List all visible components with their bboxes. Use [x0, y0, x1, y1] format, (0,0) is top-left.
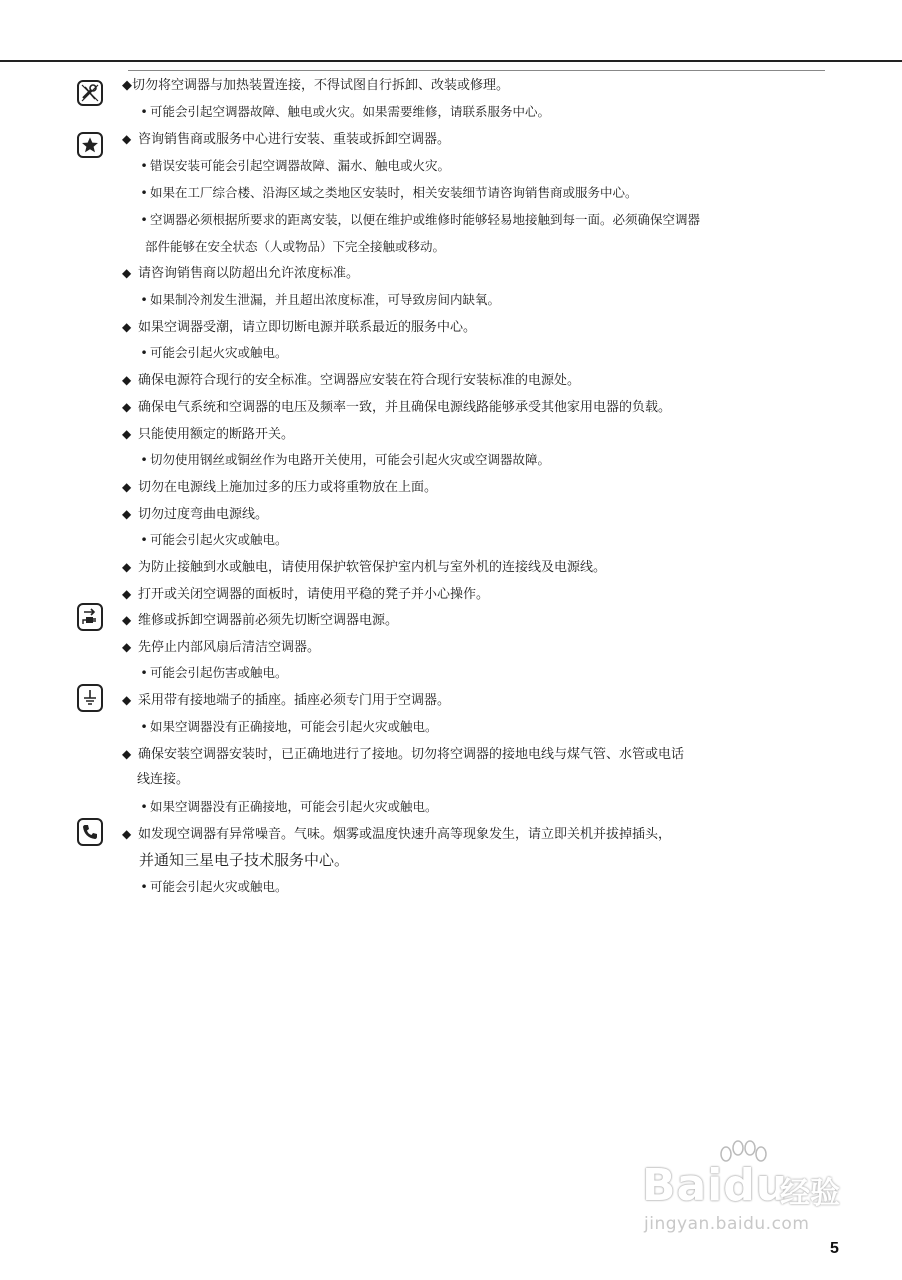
warning-line: ◆ 请咨询销售商以防超出允许浓度标准。 — [122, 266, 360, 281]
warning-detail: • 错误安装可能会引起空调器故障、漏水、触电或火灾。 — [140, 158, 451, 173]
star-icon — [77, 132, 103, 158]
warning-line: ◆ 确保电源符合现行的安全标准。空调器应安装在符合现行安装标准的电源处。 — [122, 373, 581, 388]
warning-line: ◆ 咨询销售商或服务中心进行安装、重装或拆卸空调器。 — [122, 132, 451, 147]
warning-detail: • 可能会引起火灾或触电。 — [140, 879, 288, 894]
warning-detail: • 可能会引起火灾或触电。 — [140, 532, 288, 547]
warning-line: ◆ 维修或拆卸空调器前必须先切断空调器电源。 — [122, 613, 399, 628]
warning-line: ◆ 采用带有接地端子的插座。插座必须专门用于空调器。 — [122, 693, 451, 708]
ground-icon — [77, 684, 103, 712]
warning-detail: • 如果空调器没有正确接地，可能会引起火灾或触电。 — [140, 719, 438, 734]
warning-line: ◆ 确保电气系统和空调器的电压及频率一致，并且确保电源线路能够承受其他家用电器的负载。 — [122, 400, 672, 415]
warning-line: ◆ 如果空调器受潮，请立即切断电源并联系最近的服务中心。 — [122, 320, 477, 335]
page-number: 5 — [830, 1240, 839, 1257]
warning-line-continuation: 线连接。 — [137, 772, 190, 787]
warning-detail: • 空调器必须根据所要求的距离安装，以便在维护或维修时能够轻易地接触到每一面。必须确保空调器 — [140, 212, 701, 227]
warning-detail-continuation: 部件能够在安全状态（人或物品）下完全接触或移动。 — [145, 239, 446, 254]
warning-detail: • 切勿使用钢丝或铜丝作为电路开关使用，可能会引起火灾或空调器故障。 — [140, 452, 551, 467]
baidu-watermark — [640, 1140, 850, 1240]
warning-line: ◆ 如发现空调器有异常噪音。气味。烟雾或温度快速升高等现象发生，请立即关机并拔掉插头， — [122, 827, 672, 842]
warning-line: ◆ 切勿在电源线上施加过多的压力或将重物放在上面。 — [122, 480, 438, 495]
warning-line: ◆ 确保安装空调器安装时，已正确地进行了接地。切勿将空调器的接地电线与煤气管、水管或电话 — [122, 747, 685, 762]
watermark-logo: Baidu — [642, 1160, 789, 1211]
warning-line: ◆ 先停止内部风扇后清洁空调器。 — [122, 640, 321, 655]
warning-detail: • 如果制冷剂发生泄漏，并且超出浓度标准，可导致房间内缺氧。 — [140, 292, 501, 307]
warning-line: ◆ 为防止接触到水或触电，请使用保护软管保护室内机与室外机的连接线及电源线。 — [122, 560, 607, 575]
warning-line: ◆ 切勿过度弯曲电源线。 — [122, 507, 269, 522]
watermark-url: jingyan.baidu.com — [644, 1214, 810, 1234]
header-rule — [0, 60, 902, 62]
warning-detail: • 如果在工厂综合楼、沿海区域之类地区安装时，相关安装细节请咨询销售商或服务中心。 — [140, 185, 638, 200]
warning-line-continuation: 并通知三星电子技术服务中心。 — [139, 851, 350, 869]
phone-icon — [77, 818, 103, 846]
warning-detail: • 可能会引起火灾或触电。 — [140, 345, 288, 360]
warning-line: ◆ 只能使用额定的断路开关。 — [122, 427, 295, 442]
warning-detail: • 可能会引起空调器故障、触电或火灾。如果需要维修，请联系服务中心。 — [140, 104, 551, 119]
warning-line: ◆ 打开或关闭空调器的面板时，请使用平稳的凳子并小心操作。 — [122, 587, 490, 602]
warning-detail: • 可能会引起伤害或触电。 — [140, 665, 288, 680]
watermark-brand: 经验 — [780, 1176, 840, 1211]
warning-line: ◆切勿将空调器与加热装置连接，不得试图自行拆卸、改装或修理。 — [122, 78, 509, 93]
warning-detail: • 如果空调器没有正确接地，可能会引起火灾或触电。 — [140, 799, 438, 814]
unplug-icon — [77, 603, 103, 631]
content-rule — [128, 70, 825, 71]
no-disassemble-icon — [77, 80, 103, 106]
